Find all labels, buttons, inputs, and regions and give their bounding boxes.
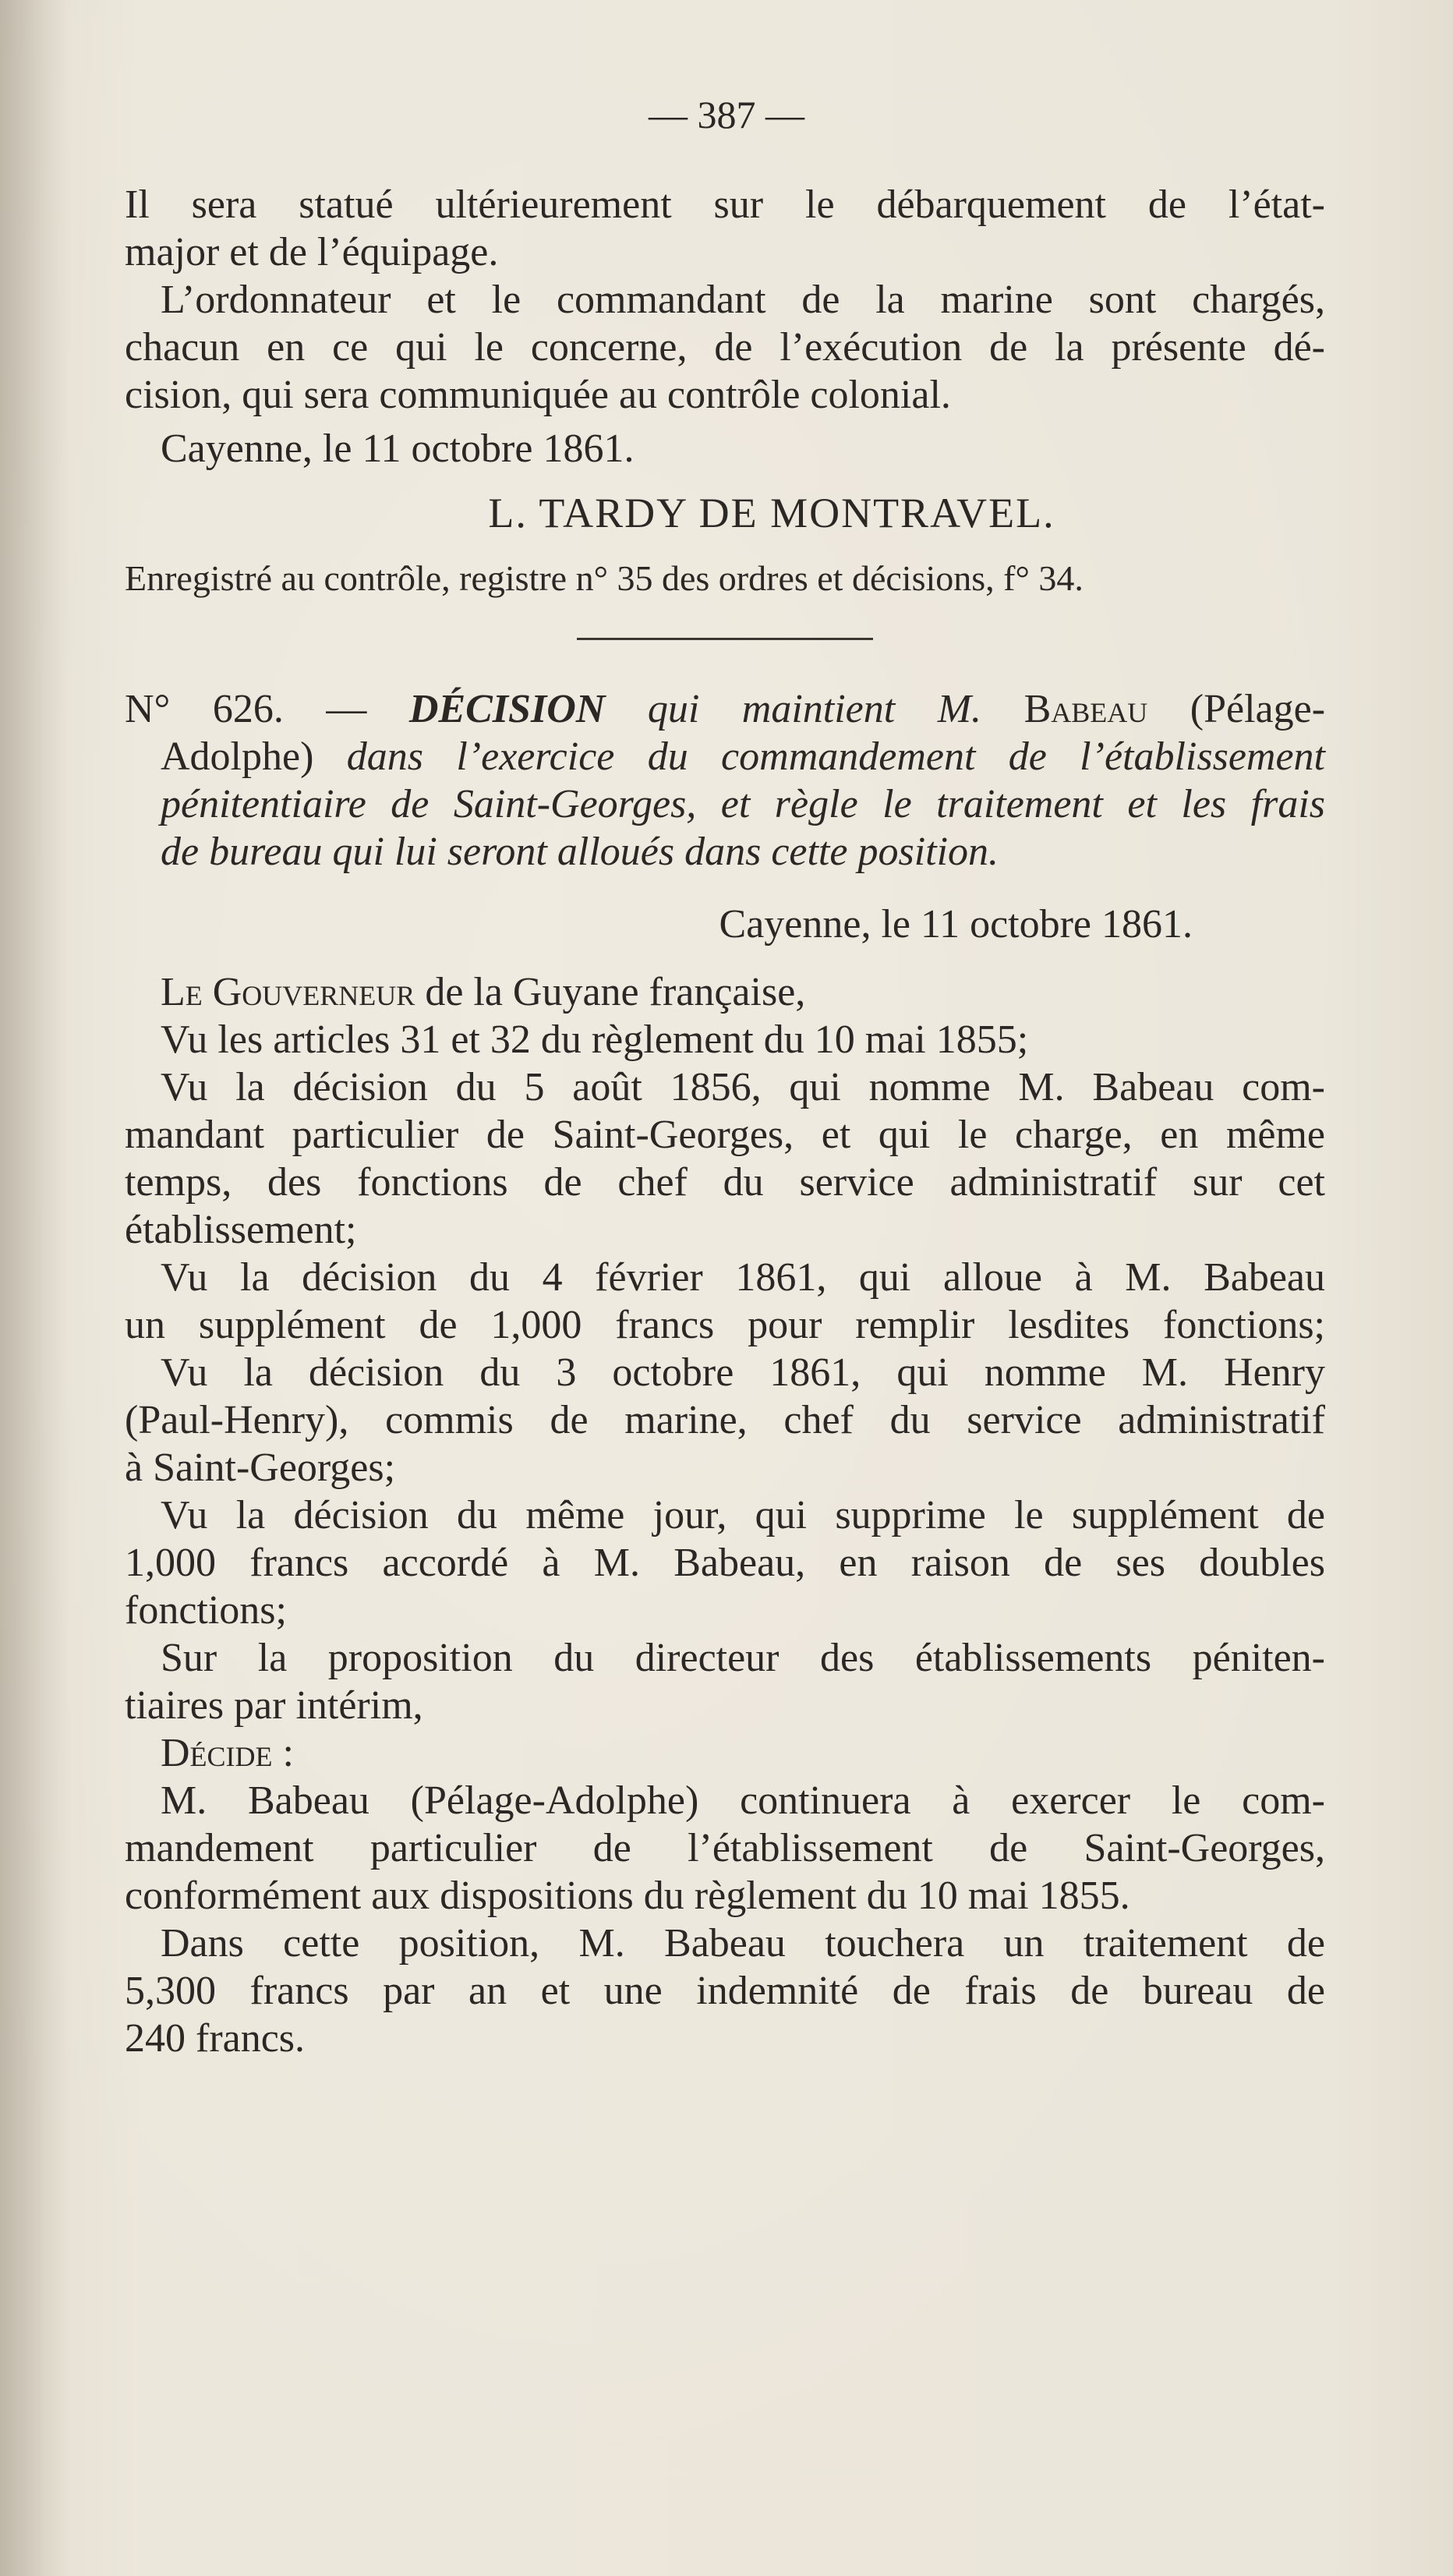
decision-italic: dans l’exercice du commandement de l’établissement xyxy=(346,734,1326,779)
text-line: temps, des fonctions de chef du service administratif sur cet xyxy=(125,1160,1325,1205)
considerant-6 xyxy=(125,1634,1325,1729)
date-line: Cayenne, le 11 octobre 1861. xyxy=(161,426,635,471)
text-line: major et de l’équipage. xyxy=(125,230,499,274)
text-line: conformément aux dispositions du règlement du 10 mai 1855. xyxy=(125,1874,1130,1918)
text-line: M. Babeau (Pélage-Adolphe) continuera à exercer le com- xyxy=(161,1778,1325,1823)
decision-upright: Adolphe) xyxy=(161,734,314,779)
text-line: Vu la décision du 4 février 1861, qui alloue à M. Babeau xyxy=(161,1255,1325,1300)
text-line: établissement; xyxy=(125,1208,357,1252)
governor-title: Le Gouverneur xyxy=(161,970,415,1014)
text-line: un supplément de 1,000 francs pour remplir lesdites fonctions; xyxy=(125,1303,1325,1347)
paragraph-disembarkation xyxy=(125,181,1325,276)
considerant-2 xyxy=(125,1063,1325,1254)
text-line: 5,300 francs par an et une indemnité de frais de bureau de xyxy=(125,1969,1325,2013)
text-line: Dans cette position, M. Babeau touchera un traitement de xyxy=(161,1921,1325,1966)
considerant-3 xyxy=(125,1254,1325,1349)
person-name: Babeau xyxy=(1023,687,1148,731)
text-line: à Saint-Georges; xyxy=(125,1445,396,1490)
text-line: cision, qui sera communiquée au contrôle colonial. xyxy=(125,373,951,417)
text-line: 1,000 francs accordé à M. Babeau, en raison de ses doubles xyxy=(125,1541,1325,1585)
text-line: mandement particulier de l’établissement de Saint-Georges, xyxy=(125,1826,1325,1870)
document-body xyxy=(125,86,1325,2062)
page-number: — 387 — xyxy=(649,93,804,136)
signature: L. TARDY DE MONTRAVEL. xyxy=(488,490,1055,536)
decide-heading: Décide : xyxy=(161,1731,294,1775)
text-line: Vu la décision du 5 août 1856, qui nomme M. Babeau com- xyxy=(161,1065,1325,1109)
governor-line xyxy=(125,968,1325,1016)
decision-number: N° 626. xyxy=(125,687,284,731)
decision-heading-line xyxy=(125,685,1325,733)
text-line: Sur la proposition du directeur des établissements péniten- xyxy=(161,1636,1325,1680)
decision-heading-line: de bureau qui lui seront alloués dans cette position. xyxy=(161,830,999,874)
text-line: 240 francs. xyxy=(125,2016,306,2061)
governor-rest: de la Guyane française, xyxy=(425,970,806,1014)
registry-note: Enregistré au contrôle, registre n° 35 des ordres et décisions, f° 34. xyxy=(125,558,1084,598)
text-line: Vu la décision du même jour, qui supprime le supplément de xyxy=(161,1493,1325,1537)
paragraph-execution xyxy=(125,276,1325,419)
text-line: mandant particulier de Saint-Georges, et qui le charge, en même xyxy=(125,1113,1325,1157)
text-line: (Paul-Henry), commis de marine, chef du service administratif xyxy=(125,1398,1325,1442)
text-line: Vu la décision du 3 octobre 1861, qui nomme M. Henry xyxy=(161,1350,1325,1395)
decision-title-word: DÉCISION xyxy=(408,687,606,731)
decision-heading-line xyxy=(125,733,1325,780)
gutter-shadow xyxy=(0,0,70,2576)
decision-dash: — xyxy=(326,687,367,731)
article-1 xyxy=(125,1777,1325,1920)
text-line: L’ordonnateur et le commandant de la marine sont chargés, xyxy=(161,278,1325,322)
decision-heading-line: pénitentiaire de Saint-Georges, et règle le traitement et les frais xyxy=(161,782,1325,826)
text-line: Il sera statué ultérieurement sur le débarquement de l’état- xyxy=(125,182,1325,227)
considerant-1: Vu les articles 31 et 32 du règlement du 10 mai 1855; xyxy=(161,1017,1029,1062)
decision-date: Cayenne, le 11 octobre 1861. xyxy=(719,902,1193,947)
considerant-4 xyxy=(125,1349,1325,1491)
decision-heading xyxy=(125,685,1325,876)
decision-title-text: qui maintient M. xyxy=(647,687,982,731)
text-line: tiaires par intérim, xyxy=(125,1683,423,1728)
considerant-5 xyxy=(125,1491,1325,1634)
article-2 xyxy=(125,1920,1325,2062)
text-line: chacun en ce qui le concerne, de l’exécution de la présente dé- xyxy=(125,325,1325,370)
decision-paren: (Pélage- xyxy=(1190,687,1326,731)
text-line: fonctions; xyxy=(125,1588,287,1633)
